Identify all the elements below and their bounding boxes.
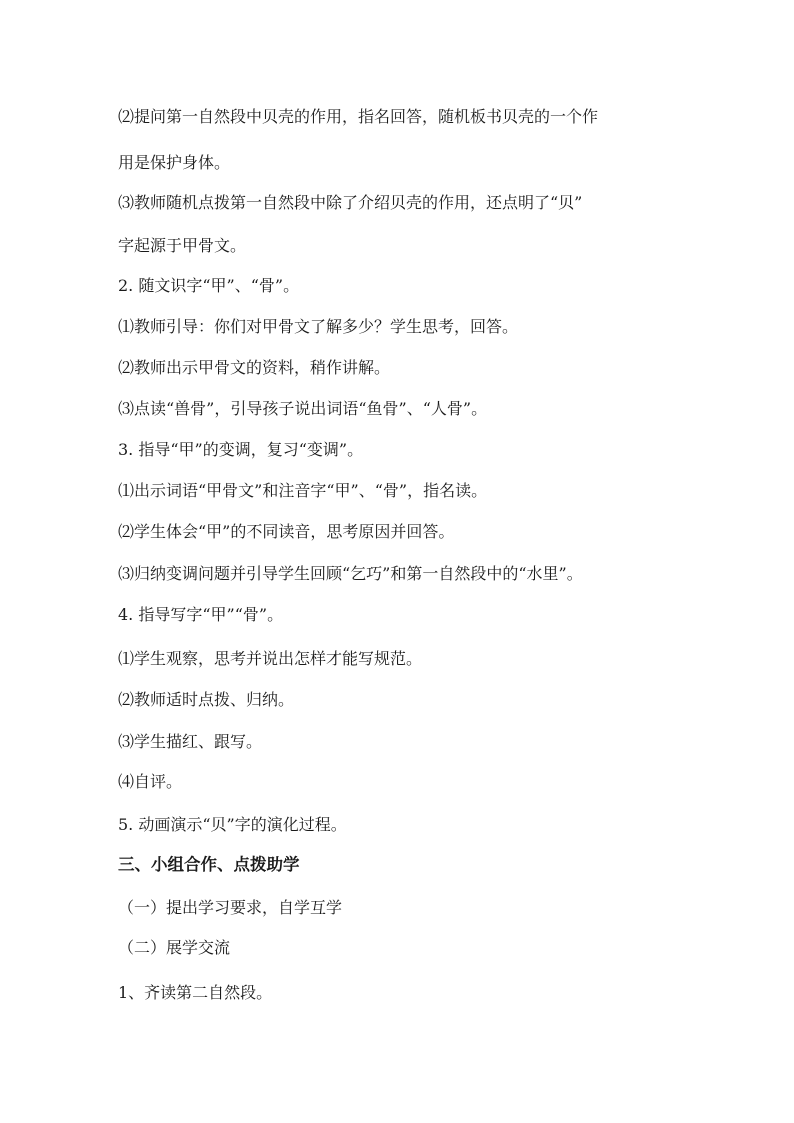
- section-heading: 三、小组合作、点拨助学: [118, 855, 300, 874]
- paragraph-line: ⑵提问第一自然段中贝壳的作用，指名回答，随机板书贝壳的一个作: [118, 107, 599, 126]
- paragraph-line: ⑶学生描红、跟写。: [118, 732, 263, 751]
- paragraph-line: ⑷自评。: [118, 772, 183, 791]
- paragraph-line: ⑴出示词语“甲骨文”和注音字“甲”、“骨”，指名读。: [118, 481, 488, 500]
- paragraph-line: 3. 指导“甲”的变调，复习“变调”。: [118, 440, 364, 459]
- paragraph-line: 2. 随文识字“甲”、“骨”。: [118, 276, 300, 295]
- paragraph-line: ⑶归纳变调问题并引导学生回顾“乞巧”和第一自然段中的“水里”。: [118, 564, 583, 583]
- paragraph-line: ⑵教师适时点拨、归纳。: [118, 690, 295, 709]
- paragraph-line: ⑵教师出示甲骨文的资料，稍作讲解。: [118, 358, 391, 377]
- paragraph-line: ⑵学生体会“甲”的不同读音，思考原因并回答。: [118, 522, 455, 541]
- subsection-heading: （一）提出学习要求，自学互学: [118, 898, 343, 917]
- paragraph-line: 字起源于甲骨文。: [118, 236, 247, 255]
- paragraph-line: 4. 指导写字“甲”“骨”。: [118, 605, 284, 624]
- subsection-heading: （二）展学交流: [118, 938, 231, 957]
- paragraph-line: ⑴教师引导：你们对甲骨文了解多少？学生思考，回答。: [118, 317, 519, 336]
- paragraph-line: 用是保护身体。: [118, 153, 231, 172]
- paragraph-line: ⑶点读“兽骨”，引导孩子说出词语“鱼骨”、“人骨”。: [118, 399, 488, 418]
- paragraph-line: 5. 动画演示“贝”字的演化过程。: [118, 815, 347, 834]
- paragraph-line: 1、齐读第二自然段。: [118, 983, 273, 1002]
- paragraph-line: ⑴学生观察，思考并说出怎样才能写规范。: [118, 649, 423, 668]
- paragraph-line: ⑶教师随机点拨第一自然段中除了介绍贝壳的作用，还点明了“贝”: [118, 193, 583, 212]
